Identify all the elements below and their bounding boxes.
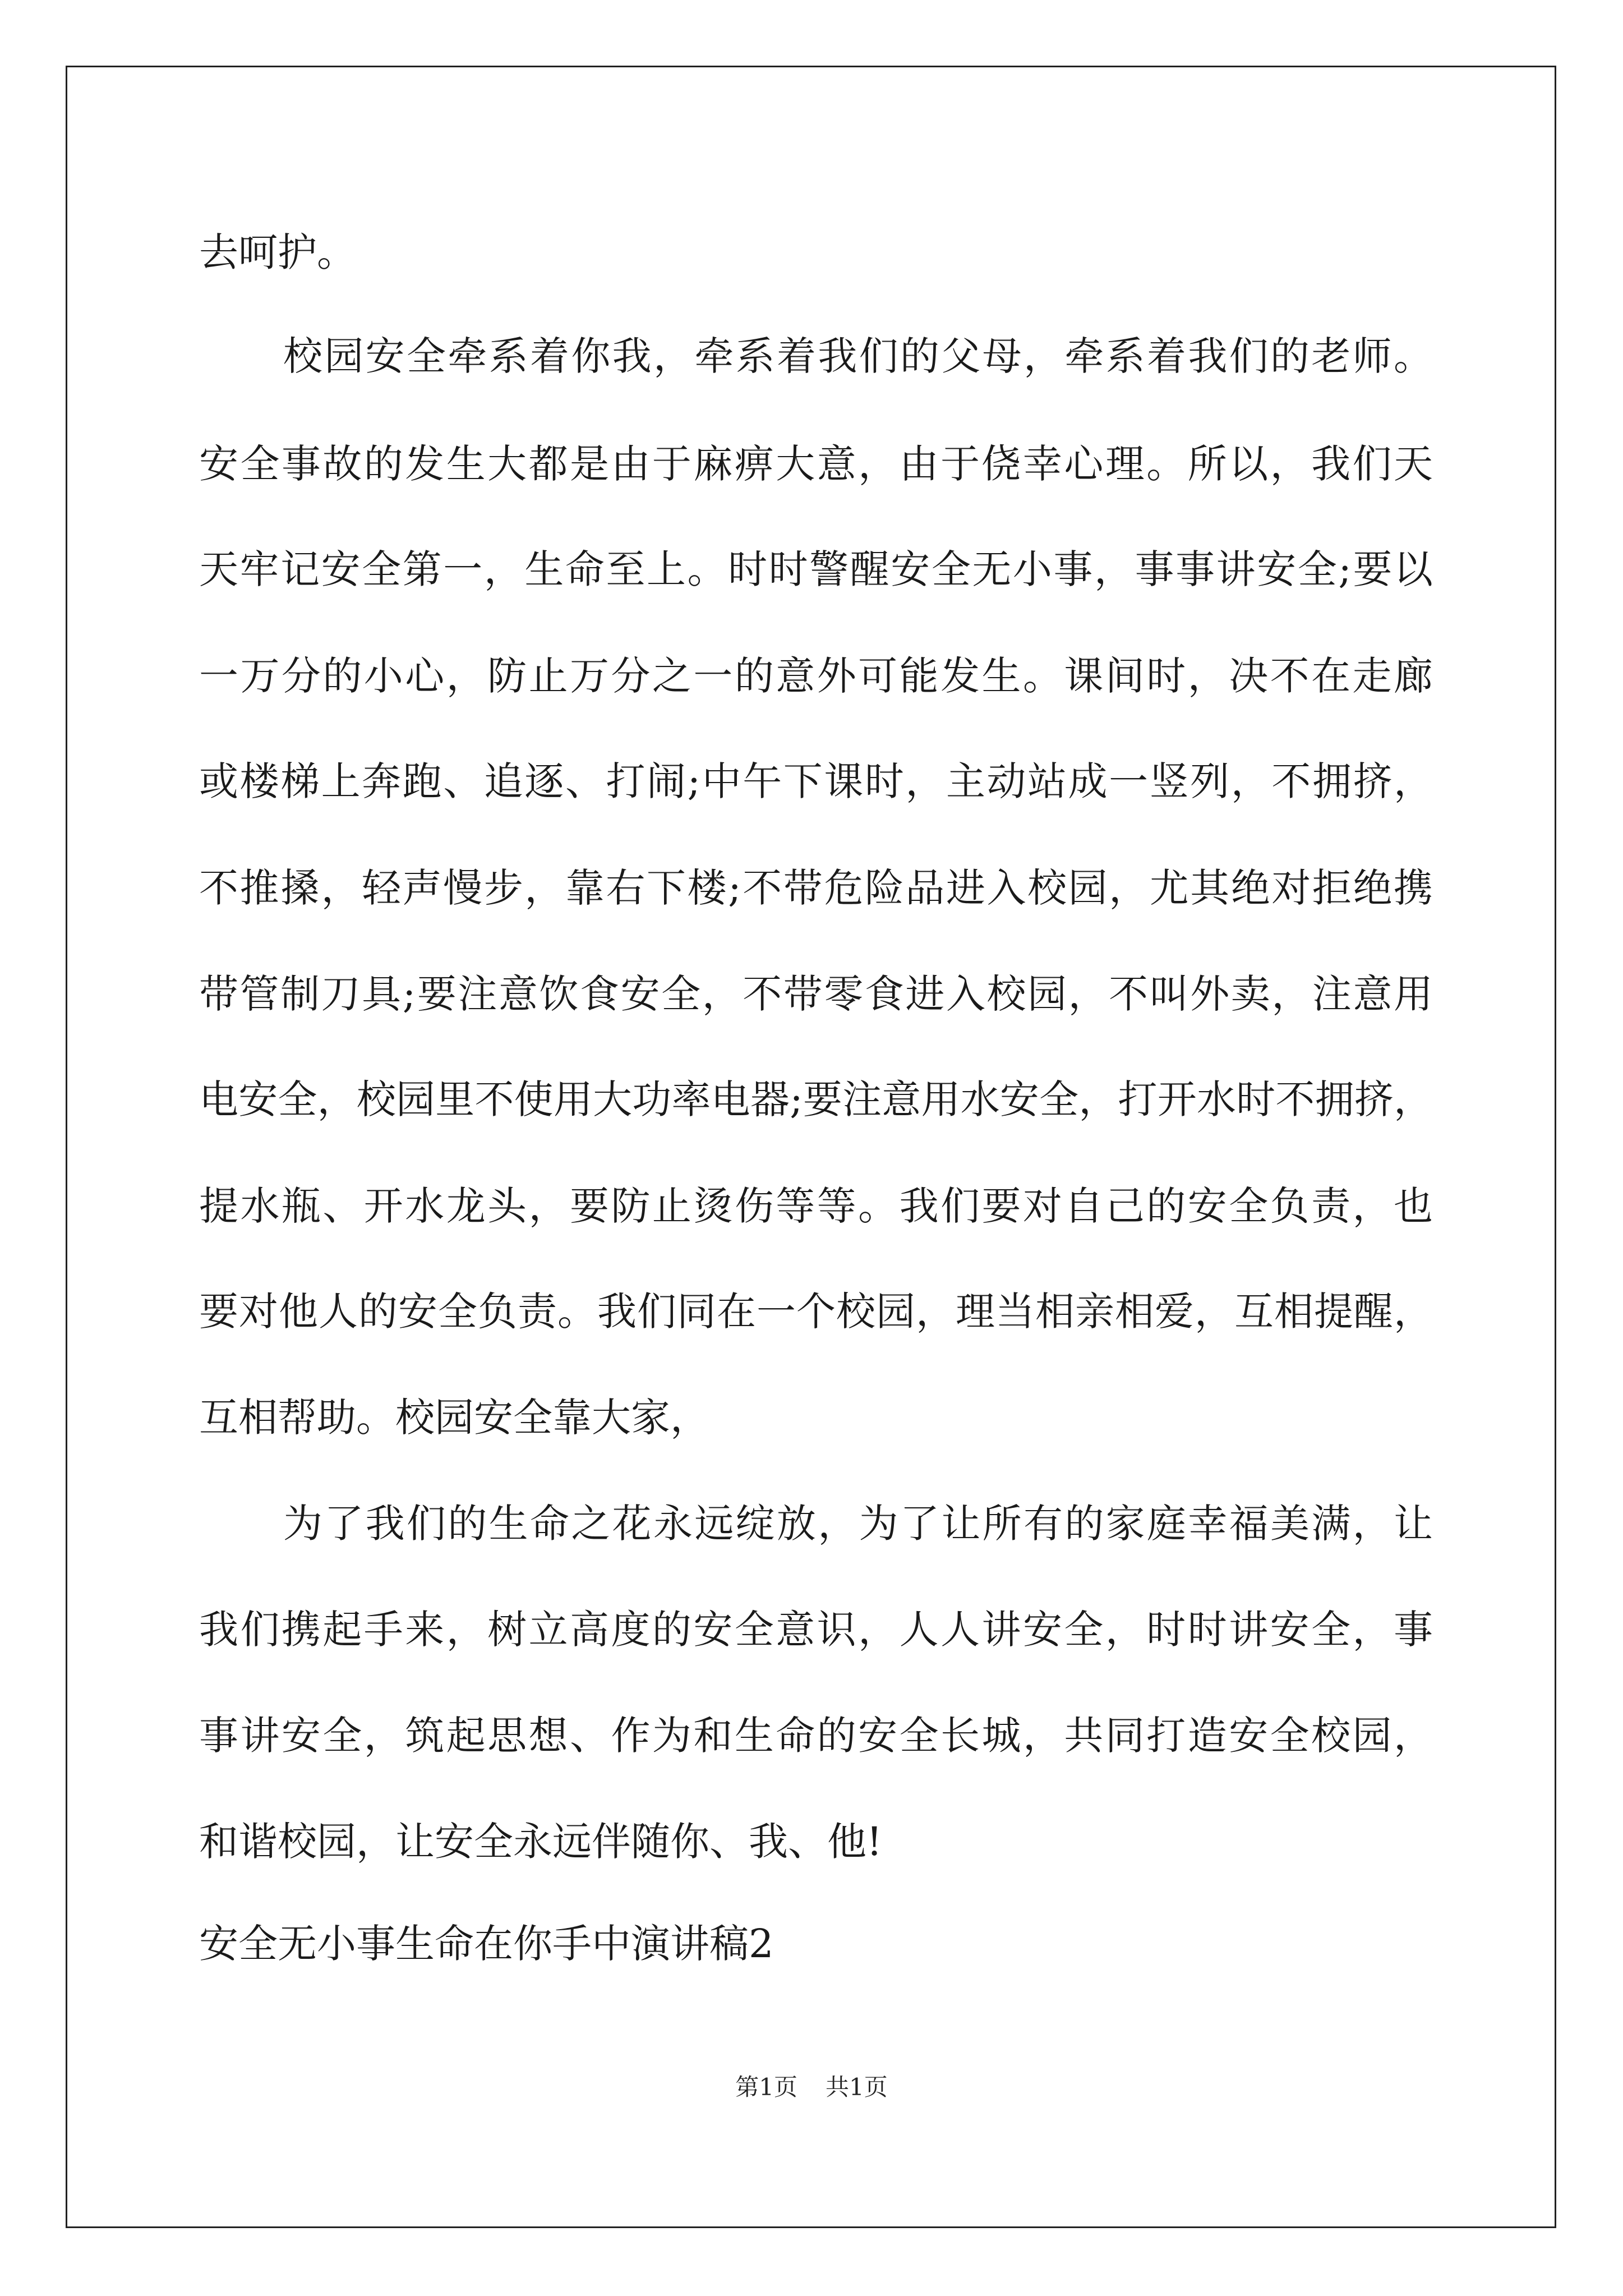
- paragraph-line: 要对他人的安全负责。我们同在一个校园，理当相亲相爱，互相提醒，: [199, 1289, 1433, 1335]
- paragraph-line: 天牢记安全第一，生命至上。时时警醒安全无小事，事事讲安全;要以: [199, 546, 1433, 592]
- paragraph-line: 我们携起手来，树立高度的安全意识，人人讲安全，时时讲安全，事: [199, 1607, 1433, 1653]
- paragraph-line: 不推搡，轻声慢步，靠右下楼;不带危险品进入校园，尤其绝对拒绝携: [199, 865, 1433, 911]
- paragraph-line: 提水瓶、开水龙头，要防止烫伤等等。我们要对自己的安全负责，也: [199, 1183, 1433, 1229]
- paragraph-line: 一万分的小心，防止万分之一的意外可能发生。课间时，决不在走廊: [199, 653, 1433, 699]
- paragraph-line: 或楼梯上奔跑、追逐、打闹;中午下课时，主动站成一竖列，不拥挤，: [199, 758, 1433, 804]
- paragraph-line: 带管制刀具;要注意饮食安全，不带零食进入校园，不叫外卖，注意用: [199, 971, 1433, 1017]
- paragraph-line: 安全事故的发生大都是由于麻痹大意，由于侥幸心理。所以，我们天: [199, 441, 1433, 487]
- paragraph-line: 去呵护。: [199, 229, 356, 275]
- paragraph-line: 为了我们的生命之花永远绽放，为了让所有的家庭幸福美满，让: [283, 1501, 1433, 1547]
- paragraph-line: 校园安全牵系着你我，牵系着我们的父母，牵系着我们的老师。: [283, 333, 1433, 379]
- paragraph-line: 事讲安全，筑起思想、作为和生命的安全长城，共同打造安全校园，: [199, 1713, 1433, 1759]
- paragraph-line: 互相帮助。校园安全靠大家，: [199, 1395, 709, 1441]
- page-total: 共1页: [826, 2073, 888, 2101]
- page-footer: [0, 2073, 1623, 2101]
- page-number: 第1页: [735, 2073, 797, 2101]
- paragraph-line: 电安全，校园里不使用大功率电器;要注意用水安全，打开水时不拥挤，: [199, 1076, 1433, 1122]
- paragraph-line: 和谐校园，让安全永远伴随你、我、他!: [199, 1819, 883, 1865]
- section-heading: 安全无小事生命在你手中演讲稿2: [199, 1921, 774, 1967]
- page-border: [66, 66, 1556, 2228]
